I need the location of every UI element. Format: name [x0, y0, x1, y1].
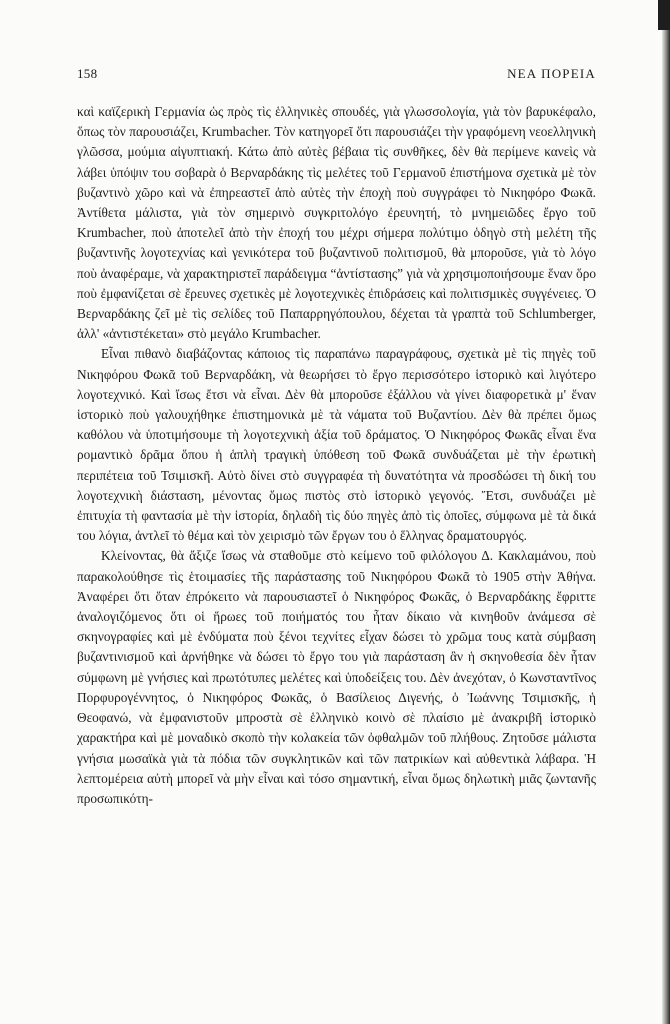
- paragraph-2: Εἶναι πιθανὸ διαβάζοντας κάποιος τὶς παραπάνω παραγράφους, σχετικὰ μὲ τὶς πηγὲς τοῦ Νικηφόρου Φωκᾶ τοῦ Βερναρδάκη, νὰ θεωρήσει τὸ ἔργο περισσότερο ἱστορικὸ καὶ λιγότερο λογοτεχνικό. Καὶ ἴσως ἔτσι νὰ εἶναι. Δὲν θὰ μποροῦσε ἐξάλλου νὰ γίνει διαφορετικὰ μ' ἕναν ἱστορικὸ ποὺ γαλουχήθηκε ἐπιστημονικὰ μὲ τὰ νάματα τοῦ Βυζαντίου. Δὲν θὰ πρέπει ὅμως καθόλου νὰ ὑποτιμήσουμε τὴ λογοτεχνικὴ ἀξία τοῦ δράματος. Ὁ Νικηφόρος Φωκᾶς εἶναι ἕνα ρομαντικὸ δρᾶμα ὅπου ἡ ἁπλὴ τραγικὴ ὑπόθεση τοῦ Φωκᾶ συνδυάζεται μὲ τὴν ἐρωτικὴ περιπέτεια τοῦ Τσιμισκῆ. Αὐτὸ δίνει στὸ συγγραφέα τὴ δυνατότητα νὰ προσδώσει τὴ δική του λογοτεχνικὴ διάσταση, μένοντας ὅμως πιστὸς στὸ ἱστορικὸ γεγονός. Ἔτσι, συνδυάζει μὲ ἐπιτυχία τὴ φαντασία μὲ τὴν ἱστορία, δηλαδὴ τὶς δύο πηγὲς ἀπὸ τὶς ὁποῖες, σύμφωνα μὲ τὰ δικά του λόγια, ἀντλεῖ τὸ θέμα καὶ τὸν χειρισμὸ τῶν ἔργων του ὁ ἕλληνας δραματουργός.: [77, 346, 596, 544]
- running-title: ΝΕΑ ΠΟΡΕΙΑ: [507, 66, 596, 81]
- page-corner-shadow: [658, 0, 670, 30]
- paragraph-1: καὶ καϊζερικὴ Γερμανία ὡς πρὸς τὶς ἑλληνικὲς σπουδές, γιὰ γλωσσολογία, γιὰ τὸν βαρυκέφαλο, ὅπως τὸν παρουσιάζει, Krumbacher. Τὸν κατηγορεῖ ὅτι παρουσιάζει τὴν γραφόμενη νεοελληνικὴ γλῶσσα, μούμια αἰγυπτιακή. Κάτω ἀπὸ αὐτὲς βέβαια τὶς συνθῆκες, δὲν θὰ περίμενε κανεὶς νὰ λάβει ὑπόψιν του σοβαρὰ ὁ Βερναρδάκης τὶς μελέτες τοῦ Γερμανοῦ ἐπιστήμονα σχετικὰ μὲ τὸν βυζαντινὸ χῶρο καὶ νὰ ἐπηρεαστεῖ ἀπὸ αὐτὲς τὴν ἐποχὴ ποὺ συγγράφει τὸ Νικηφόρο Φωκᾶ. Ἀντίθετα μάλιστα, γιὰ τὸν σημερινὸ συγκριτολόγο ἐρευνητή, τὸ μνημειῶδες ἔργο τοῦ Krumbacher, ποὺ ἀποτελεῖ ἀπὸ τὴν ἐποχή του μέχρι σήμερα πολύτιμο ὁδηγὸ στὴ μελέτη τῆς βυζαντινῆς λογοτεχνίας καὶ γενικότερα τοῦ βυζαντινοῦ πολιτισμοῦ, θὰ μποροῦσε, γιὰ τὸ λόγο ποὺ ἀναφέραμε, νὰ χαρακτηριστεῖ παράδειγμα “ἀντίστασης” γιὰ νὰ χρησιμοποιήσουμε ἕναν ὅρο ποὺ ἐμφανίζεται σὲ ἔρευνες σχετικὲς μὲ λογοτεχνικὲς ἐπιδράσεις καὶ πολιτισμικὲς συγγένειες. Ὁ Βερναρδάκης ζεῖ μὲ τὶς σελίδες τοῦ Παπαρρηγόπουλου, δέχεται τὰ γραπτὰ τοῦ Schlumberger, ἀλλ' «ἀντιστέκεται» στὸ μεγάλο Krumbacher.: [77, 104, 596, 342]
- paragraph-3: Κλείνοντας, θὰ ἄξιζε ἴσως νὰ σταθοῦμε στὸ κείμενο τοῦ φιλόλογου Δ. Κακλαμάνου, ποὺ παρακολούθησε τὶς ἑτοιμασίες τῆς παράστασης τοῦ Νικηφόρου Φωκᾶ τὸ 1905 στὴν Ἀθήνα. Ἀναφέρει ὅτι ὅταν ἐπρόκειτο νὰ παρουσιαστεῖ ὁ Νικηφόρος Φωκᾶς, ὁ Βερναρδάκης ἔφριττε ἀναλογιζόμενος ὅτι οἱ ἥρωες τοῦ ποιήματός του ἦταν δίκαιο νὰ κινηθοῦν ἀνάμεσα σὲ σκηνογραφίες καὶ μὲ ἐνδύματα ποὺ ξένοι τεχνίτες εἶχαν δώσει τὸ χρῶμα τους κατὰ σύμβαση βυζαντινισμοῦ καὶ ἀρνήθηκε νὰ δώσει τὸ ἔργο του γιὰ παράσταση ἂν ἡ σκηνοθεσία δὲν ἦταν σύμφωνη μὲ γνήσιες καὶ πρωτότυπες μελέτες καὶ ὑποδείξεις του. Δὲν ἀνεχόταν, ὁ Κωνσταντῖνος Πορφυρογέννητος, ὁ Νικηφόρος Φωκᾶς, ὁ Βασίλειος Διγενής, ὁ Ἰωάννης Τσιμισκῆς, ἡ Θεοφανώ, νὰ ἐμφανιστοῦν μπροστὰ σὲ ἑλληνικὸ κοινὸ σὲ πλαίσιο μὲ ἀνακριβῆ ἱστορικὸ χαρακτήρα καὶ μὲ μοναδικὸ σκοπὸ τὴν κολακεία τῶν ὀφθαλμῶν τοῦ πλήθους. Ζητοῦσε μάλιστα γνήσια μωσαϊκὰ γιὰ τὰ πόδια τῶν συγκλητικῶν καὶ τῶν πατρικίων καὶ αὐθεντικὰ λάβαρα. Ἡ λεπτομέρεια αὐτὴ μπορεῖ νὰ μὴν εἶναι καὶ τόσο σημαντική, εἶναι ὅμως δηλωτικὴ μιᾶς ζωντανῆς προσωπικότη-: [77, 548, 596, 806]
- page-number: 158: [77, 66, 98, 81]
- running-header: [77, 66, 596, 82]
- page-binding-edge: [662, 0, 670, 1024]
- body-text: [77, 102, 596, 809]
